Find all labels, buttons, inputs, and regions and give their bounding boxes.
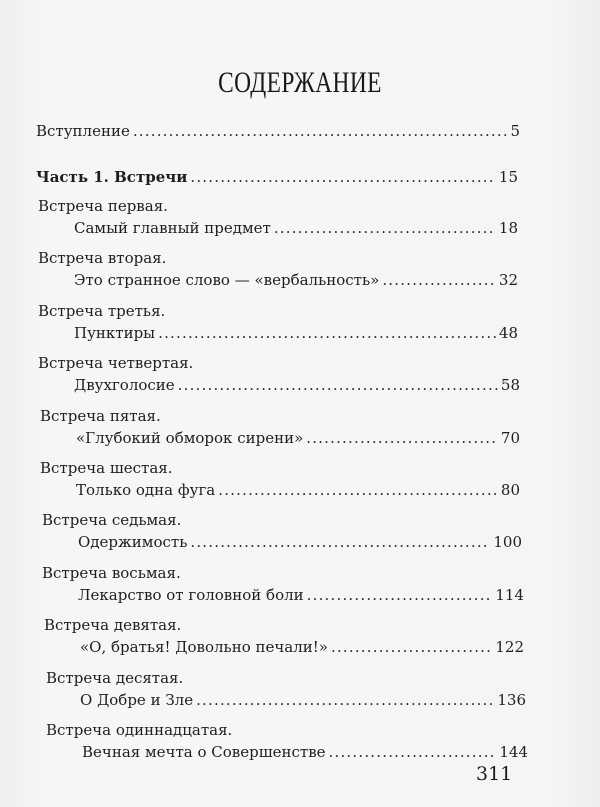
- toc-entry-heading: Встреча вторая.: [38, 249, 167, 267]
- toc-entry-title: Пунктиры: [74, 324, 156, 342]
- toc-entry-page: 100: [493, 533, 522, 551]
- dot-leader: [190, 167, 496, 187]
- dot-leader: [382, 270, 496, 290]
- toc-entry-title: «Глубокий обморок сирени»: [76, 429, 304, 447]
- page-number: 311: [476, 763, 513, 785]
- dot-leader: [178, 375, 498, 395]
- dot-leader: [196, 690, 494, 710]
- dot-leader: [218, 480, 498, 500]
- dot-leader: [158, 323, 496, 343]
- toc-part-label: Часть 1. Встречи: [36, 168, 188, 186]
- toc-entry-title: Самый главный предмет: [74, 219, 271, 237]
- toc-entry-heading: Встреча шестая.: [40, 459, 173, 477]
- toc-entry-title: «О, братья! Довольно печали!»: [80, 638, 328, 656]
- toc-entry-heading: Встреча седьмая.: [42, 511, 182, 529]
- toc-entry-line: [74, 218, 518, 238]
- toc-entry-line: [78, 585, 524, 605]
- toc-entry-page: 32: [498, 271, 518, 289]
- toc-entry-page: 58: [500, 376, 520, 394]
- dot-leader: [133, 121, 508, 141]
- toc-entry-line: [80, 637, 524, 657]
- toc-entry-title: Это странное слово — «вербальность»: [74, 271, 380, 289]
- toc-entry-title: Двухголосие: [74, 376, 175, 394]
- toc-entry-page: 144: [499, 743, 528, 761]
- toc-intro-label: Вступление: [36, 122, 130, 140]
- toc-entry-heading: Встреча девятая.: [44, 616, 182, 634]
- toc-entry-heading: Встреча третья.: [38, 302, 166, 320]
- toc-entry-line: [74, 323, 518, 343]
- toc-entry-heading: Встреча пятая.: [40, 407, 161, 425]
- toc-entry-title: Только одна фуга: [76, 481, 216, 499]
- toc-entry-page: 122: [495, 638, 524, 656]
- toc-entry-title: Лекарство от головной боли: [78, 586, 304, 604]
- toc-entry-line: [76, 480, 520, 500]
- dot-leader: [331, 637, 492, 657]
- toc-part-page: 15: [498, 168, 518, 186]
- dot-leader: [306, 428, 498, 448]
- toc-entry-page: 136: [497, 691, 526, 709]
- toc-entry-heading: Встреча одиннадцатая.: [46, 721, 233, 739]
- toc-entry-heading: Встреча четвертая.: [38, 354, 194, 372]
- toc-entry-page: 48: [498, 324, 518, 342]
- toc-entry-line: [82, 742, 528, 762]
- page-title: СОДЕРЖАНИЕ: [218, 66, 382, 99]
- dot-leader: [190, 532, 490, 552]
- toc-entry-page: 114: [495, 586, 524, 604]
- toc-entry-title: Вечная мечта о Совершенстве: [82, 743, 326, 761]
- dot-leader: [307, 585, 493, 605]
- toc-entry-line: [78, 532, 522, 552]
- toc-entry-heading: Встреча десятая.: [46, 669, 184, 687]
- dot-leader: [329, 742, 497, 762]
- toc-intro: [36, 121, 520, 141]
- toc-entry-heading: Встреча восьмая.: [42, 564, 181, 582]
- toc-entry-page: 70: [500, 429, 520, 447]
- toc-intro-page: 5: [510, 122, 520, 140]
- toc-entry-title: О Добре и Зле: [80, 691, 194, 709]
- toc-entry-line: [80, 690, 526, 710]
- toc-entry-line: [76, 428, 520, 448]
- toc-entry-heading: Встреча первая.: [38, 197, 168, 215]
- toc-entry-title: Одержимость: [78, 533, 188, 551]
- toc-part-heading: [36, 167, 518, 187]
- dot-leader: [274, 218, 496, 238]
- toc-entry-line: [74, 270, 518, 290]
- toc-entry-page: 80: [500, 481, 520, 499]
- toc-entry-page: 18: [498, 219, 518, 237]
- toc-entry-line: [74, 375, 520, 395]
